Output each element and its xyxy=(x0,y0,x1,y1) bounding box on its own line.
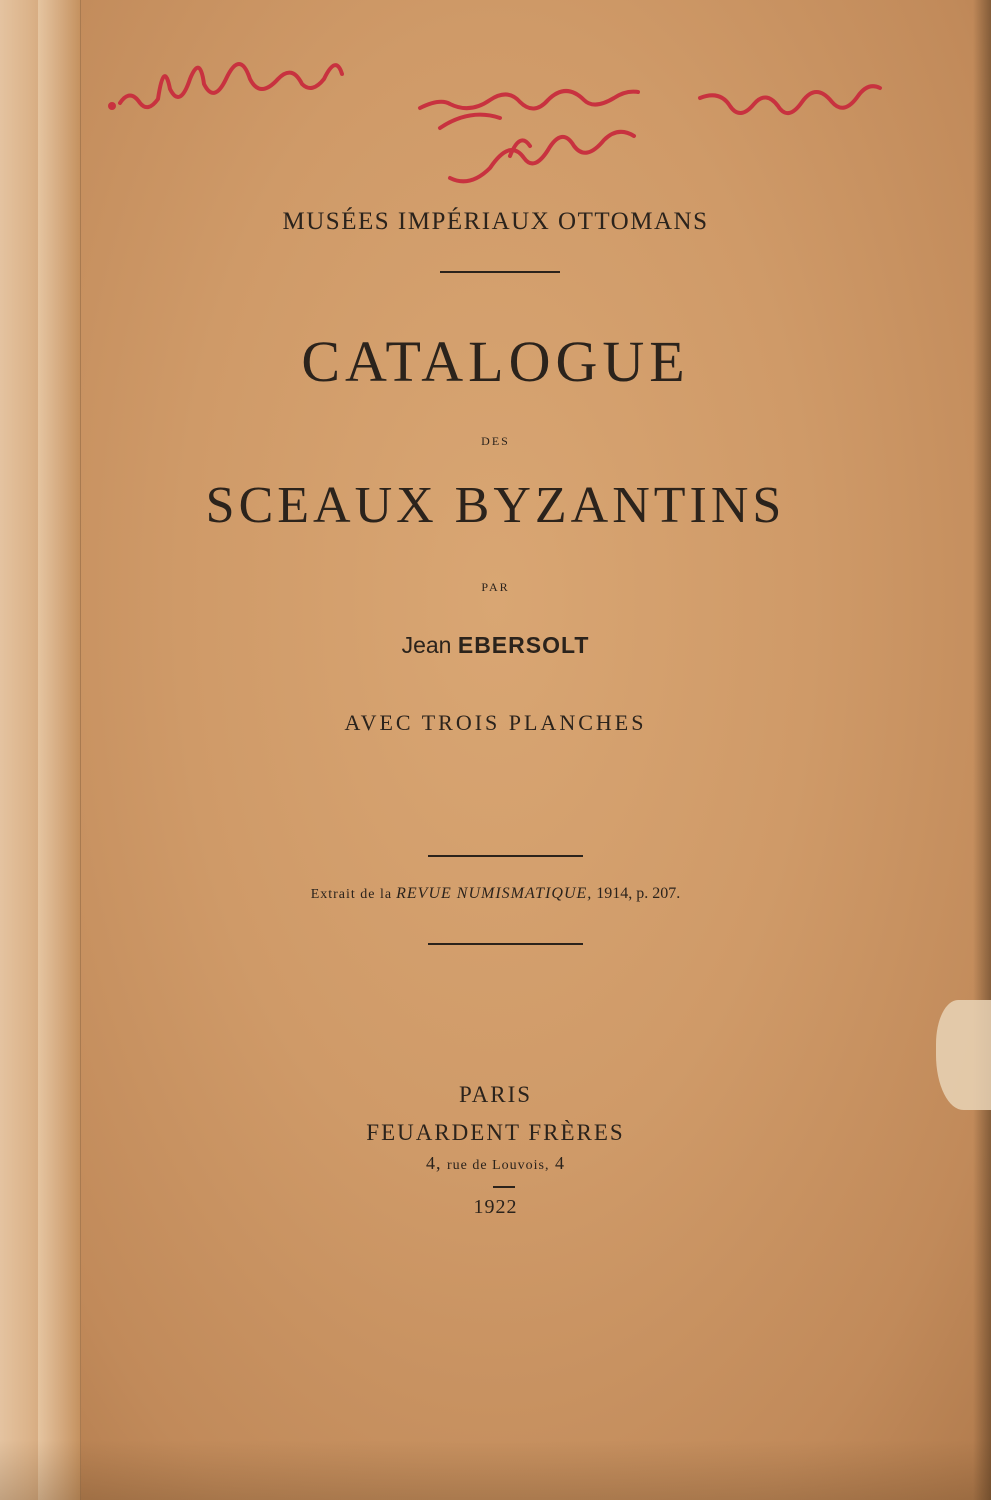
address-street: rue de Louvois, xyxy=(447,1158,550,1173)
bottom-wear xyxy=(0,1440,991,1500)
publisher-address xyxy=(0,1153,991,1174)
author-first-name: Jean xyxy=(401,632,452,658)
author-by: PAR xyxy=(481,580,510,594)
publisher-name: FEUARDENT FRÈRES xyxy=(366,1120,625,1145)
title-main: CATALOGUE xyxy=(301,329,690,394)
address-number: 4, xyxy=(426,1153,442,1173)
extract-year-page: 1914, p. 207. xyxy=(596,885,681,902)
author-name xyxy=(0,632,991,659)
divider-top xyxy=(440,271,560,273)
extract-journal: REVUE NUMISMATIQUE, xyxy=(396,885,593,902)
publication-year: 1922 xyxy=(473,1196,518,1218)
extract-prefix: Extrait de la xyxy=(310,887,393,902)
plates-note: AVEC TROIS PLANCHES xyxy=(344,710,647,735)
divider-lower xyxy=(428,943,583,945)
divider-year xyxy=(493,1186,515,1188)
divider-middle xyxy=(428,855,583,857)
institution-name: MUSÉES IMPÉRIAUX OTTOMANS xyxy=(282,208,709,235)
title-connector: DES xyxy=(481,434,510,448)
author-last-name: EBERSOLT xyxy=(457,632,590,658)
handwritten-inscription xyxy=(100,38,920,198)
address-number-end: 4 xyxy=(554,1153,565,1173)
publisher-city: PARIS xyxy=(458,1082,533,1107)
extract-line xyxy=(0,885,991,903)
title-subject: SCEAUX BYZANTINS xyxy=(205,477,786,534)
